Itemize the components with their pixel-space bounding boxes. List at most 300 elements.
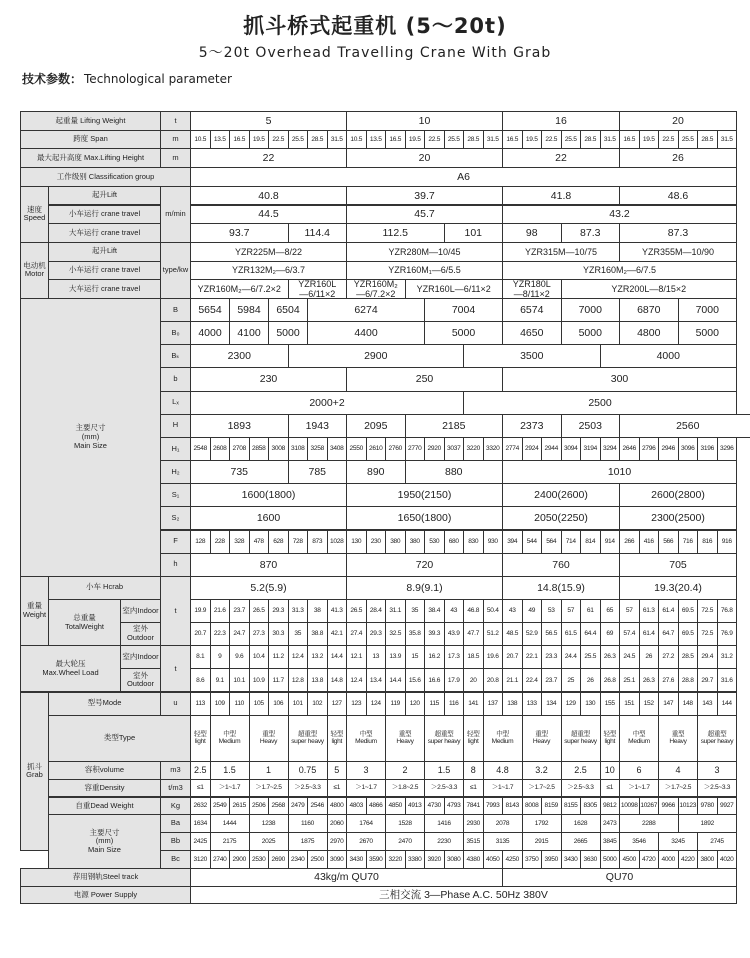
- value-cell: 10: [346, 111, 503, 131]
- value-cell: 2770: [405, 437, 426, 461]
- value-cell: 4000: [190, 321, 230, 345]
- value-cell: 69.5: [678, 622, 699, 646]
- value-cell: 1628: [561, 814, 601, 833]
- value-cell: 61.3: [639, 599, 660, 623]
- value-cell: 2632: [190, 797, 211, 816]
- value-cell: 6574: [502, 298, 562, 322]
- value-cell: 21.6: [210, 599, 231, 623]
- value-cell: 47.7: [463, 622, 484, 646]
- value-cell: 3194: [580, 437, 601, 461]
- value-cell: 2503: [561, 414, 621, 438]
- value-cell: 115: [424, 692, 445, 716]
- value-cell: 25: [561, 668, 582, 692]
- value-cell: 8.9(9.1): [346, 576, 503, 600]
- value-cell: 1160: [288, 814, 328, 833]
- value-cell: 23.7: [541, 668, 562, 692]
- value-cell: 564: [541, 530, 562, 554]
- value-cell: 123: [346, 692, 367, 716]
- unit-cell: m: [160, 148, 191, 168]
- value-cell: 1: [249, 761, 289, 780]
- value-cell: 12.4: [288, 645, 309, 669]
- value-cell: 3950: [541, 850, 562, 869]
- value-cell: 38: [307, 599, 328, 623]
- row-label: 起升Lift: [48, 242, 161, 262]
- value-cell: 2920: [424, 437, 445, 461]
- value-cell: 87.3: [561, 223, 621, 243]
- value-cell: 4500: [619, 850, 640, 869]
- value-cell: 3515: [463, 832, 484, 851]
- value-cell: 530: [424, 530, 445, 554]
- value-cell: 22: [190, 148, 347, 168]
- value-cell: 16.5: [502, 130, 523, 150]
- value-cell: 2665: [561, 832, 601, 851]
- value-cell: 816: [697, 530, 718, 554]
- value-cell: YZR280M—10/45: [346, 242, 503, 262]
- value-cell: 7993: [483, 797, 504, 816]
- value-cell: 3546: [619, 832, 659, 851]
- value-cell: 2340: [288, 850, 309, 869]
- value-cell: 716: [678, 530, 699, 554]
- value-cell: 43: [444, 599, 465, 623]
- value-cell: 2600(2800): [619, 483, 737, 507]
- value-cell: 735: [190, 460, 289, 484]
- value-cell: 478: [249, 530, 270, 554]
- value-cell: 12.8: [288, 668, 309, 692]
- value-cell: 13.4: [366, 668, 387, 692]
- symbol-cell: F: [160, 530, 191, 554]
- value-cell: 1792: [522, 814, 562, 833]
- value-cell: 19.5: [639, 130, 660, 150]
- value-cell: 61.4: [658, 599, 679, 623]
- value-cell: 10267: [639, 797, 660, 816]
- value-cell: 720: [346, 553, 503, 577]
- value-cell: 42.1: [327, 622, 348, 646]
- value-cell: 266: [619, 530, 640, 554]
- value-cell: 11.7: [268, 668, 289, 692]
- value-cell: 23.3: [541, 645, 562, 669]
- value-cell: 2548: [190, 437, 211, 461]
- row-label: 起升Lift: [48, 186, 161, 206]
- value-cell: 25.5: [580, 645, 601, 669]
- value-cell: 2470: [385, 832, 425, 851]
- value-cell: 2745: [697, 832, 737, 851]
- value-cell: 124: [366, 692, 387, 716]
- value-cell: 3080: [444, 850, 465, 869]
- row-label: 类型Type: [48, 715, 191, 762]
- value-cell: 17.3: [444, 645, 465, 669]
- value-cell: 52.9: [522, 622, 543, 646]
- value-cell: 14.4: [327, 645, 348, 669]
- symbol-cell: S₂: [160, 506, 191, 530]
- value-cell: 4913: [405, 797, 426, 816]
- value-cell: 39.3: [424, 622, 445, 646]
- value-cell: 22.5: [424, 130, 445, 150]
- symbol-cell: b: [160, 367, 191, 391]
- value-cell: YZR160M₂—6/7.2×2: [190, 279, 289, 299]
- value-cell: 3120: [190, 850, 211, 869]
- symbol-cell: H: [160, 414, 191, 438]
- value-cell: 3135: [483, 832, 523, 851]
- value-cell: 2500: [307, 850, 328, 869]
- value-cell: 3630: [580, 850, 601, 869]
- value-cell: ≤1: [600, 779, 621, 798]
- value-cell: 2944: [541, 437, 562, 461]
- value-cell: YZR200L—8/15×2: [561, 279, 738, 299]
- value-cell: 61: [580, 599, 601, 623]
- value-cell: 中型 Medium: [210, 715, 250, 762]
- value-cell: 2300(2500): [619, 506, 737, 530]
- value-cell: 28.4: [366, 599, 387, 623]
- value-cell: 870: [190, 553, 347, 577]
- value-cell: 130: [580, 692, 601, 716]
- value-cell: 25.5: [288, 130, 309, 150]
- value-cell: 1875: [288, 832, 328, 851]
- value-cell: 9812: [600, 797, 621, 816]
- value-cell: 30.3: [268, 622, 289, 646]
- value-cell: 16.5: [385, 130, 406, 150]
- value-cell: 8305: [580, 797, 601, 816]
- value-cell: 26.3: [639, 668, 660, 692]
- value-cell: 3800: [697, 850, 718, 869]
- value-cell: 119: [385, 692, 406, 716]
- value-cell: 20.7: [190, 622, 211, 646]
- value-cell: 3108: [288, 437, 309, 461]
- value-cell: 120: [405, 692, 426, 716]
- value-cell: 3008: [268, 437, 289, 461]
- value-cell: 4220: [678, 850, 699, 869]
- value-cell: 22.3: [210, 622, 231, 646]
- value-cell: 714: [561, 530, 582, 554]
- unit-cell: t/m3: [160, 779, 191, 798]
- value-cell: 2095: [346, 414, 406, 438]
- value-cell: 916: [717, 530, 738, 554]
- value-cell: ＞1~1.7: [210, 779, 250, 798]
- value-cell: 19.3(20.4): [619, 576, 737, 600]
- value-cell: 105: [249, 692, 270, 716]
- value-cell: 4850: [385, 797, 406, 816]
- value-cell: 48.5: [502, 622, 523, 646]
- value-cell: 2230: [424, 832, 464, 851]
- value-cell: ≤1: [463, 779, 484, 798]
- value-cell: 1600(1800): [190, 483, 347, 507]
- value-cell: 2546: [307, 797, 328, 816]
- value-cell: 76.9: [717, 622, 738, 646]
- value-cell: 14.4: [385, 668, 406, 692]
- value-cell: 2774: [502, 437, 523, 461]
- value-cell: 26: [580, 668, 601, 692]
- value-cell: 19.5: [405, 130, 426, 150]
- value-cell: 29.3: [268, 599, 289, 623]
- value-cell: 2050(2250): [502, 506, 620, 530]
- value-cell: 13.9: [385, 645, 406, 669]
- value-cell: 830: [463, 530, 484, 554]
- row-label: 主要尺寸 (mm) Main Size: [48, 814, 161, 868]
- value-cell: 31.5: [717, 130, 738, 150]
- value-cell: YZR355M—10/90: [619, 242, 737, 262]
- value-cell: 16.5: [619, 130, 640, 150]
- value-cell: 2530: [249, 850, 270, 869]
- value-cell: 93.7: [190, 223, 289, 243]
- value-cell: 28.5: [697, 130, 718, 150]
- value-cell: 3430: [346, 850, 367, 869]
- value-cell: ＞1~1.7: [619, 779, 659, 798]
- value-cell: 重型 Heavy: [658, 715, 698, 762]
- value-cell: 26.5: [249, 599, 270, 623]
- value-cell: 56.5: [541, 622, 562, 646]
- value-cell: 4020: [717, 850, 738, 869]
- value-cell: 2670: [346, 832, 386, 851]
- value-cell: 17.9: [444, 668, 465, 692]
- value-cell: 13: [366, 645, 387, 669]
- unit-cell: type/kw: [160, 242, 191, 299]
- value-cell: 137: [483, 692, 504, 716]
- value-cell: 4793: [444, 797, 465, 816]
- value-cell: 129: [561, 692, 582, 716]
- row-label: 工作级别 Classification group: [20, 167, 191, 187]
- value-cell: 重型 Heavy: [522, 715, 562, 762]
- value-cell: 15: [405, 645, 426, 669]
- value-cell: 16.6: [424, 668, 445, 692]
- value-cell: 7000: [678, 298, 738, 322]
- value-cell: 7000: [561, 298, 621, 322]
- value-cell: 87.3: [619, 223, 737, 243]
- unit-cell: t: [160, 111, 191, 131]
- row-label: 大车运行 crane travel: [48, 223, 161, 243]
- value-cell: 1600: [190, 506, 347, 530]
- value-cell: 128: [190, 530, 211, 554]
- value-cell: 26.3: [600, 645, 621, 669]
- value-cell: 2924: [522, 437, 543, 461]
- value-cell: 114.4: [288, 223, 348, 243]
- value-cell: 2549: [210, 797, 231, 816]
- value-cell: ≤1: [327, 779, 348, 798]
- value-cell: YZR132M₂—6/3.7: [190, 261, 347, 281]
- symbol-cell: H₁: [160, 437, 191, 461]
- group-label: 重量 Weight: [20, 576, 49, 647]
- value-cell: 49: [522, 599, 543, 623]
- value-cell: 1528: [385, 814, 425, 833]
- value-cell: 9.1: [210, 668, 231, 692]
- value-cell: 3294: [600, 437, 621, 461]
- value-cell: 1893: [190, 414, 289, 438]
- value-cell: 2400(2600): [502, 483, 620, 507]
- value-cell: 22.4: [522, 668, 543, 692]
- row-label: 跨度 Span: [20, 130, 161, 150]
- value-cell: 28.5: [678, 645, 699, 669]
- value-cell: 超重型 super heavy: [697, 715, 737, 762]
- symbol-cell: B₀: [160, 321, 191, 345]
- value-cell: 2796: [639, 437, 660, 461]
- value-cell: 76.8: [717, 599, 738, 623]
- value-cell: 3090: [327, 850, 348, 869]
- value-cell: 43: [502, 599, 523, 623]
- value-cell: YZR160M₂—6/7.5: [502, 261, 737, 281]
- value-cell: 1943: [288, 414, 348, 438]
- value-cell: ＞2.5~3.3: [697, 779, 737, 798]
- value-cell: 728: [288, 530, 309, 554]
- value-cell: 超重型 super heavy: [561, 715, 601, 762]
- value-cell: 101: [444, 223, 504, 243]
- value-cell: 4050: [483, 850, 504, 869]
- value-cell: 10.5: [190, 130, 211, 150]
- value-cell: 2025: [249, 832, 289, 851]
- group-label: 主要尺寸 (mm) Main Size: [20, 298, 161, 577]
- value-cell: 147: [658, 692, 679, 716]
- value-cell: 2506: [249, 797, 270, 816]
- value-cell: 中型 Medium: [483, 715, 523, 762]
- value-cell: 4800: [327, 797, 348, 816]
- value-cell: 3750: [522, 850, 543, 869]
- value-cell: 2.5: [561, 761, 601, 780]
- value-cell: 22: [502, 148, 620, 168]
- value-cell: 25.5: [561, 130, 582, 150]
- value-cell: 4730: [424, 797, 445, 816]
- value-cell: 28.5: [463, 130, 484, 150]
- value-cell: 3220: [463, 437, 484, 461]
- value-cell: A6: [190, 167, 737, 187]
- value-cell: 127: [327, 692, 348, 716]
- page-subtitle: 5～20t Overhead Travelling Crane With Grab: [198, 45, 552, 61]
- value-cell: 26.5: [346, 599, 367, 623]
- value-cell: 113: [190, 692, 211, 716]
- row-label: 总重量 TotalWeight: [48, 599, 121, 646]
- value-cell: 2568: [268, 797, 289, 816]
- unit-cell: t: [160, 576, 191, 647]
- value-cell: 2473: [600, 814, 621, 833]
- value-cell: 152: [639, 692, 660, 716]
- value-cell: 中型 Medium: [619, 715, 659, 762]
- value-cell: ＞2.5~3.3: [424, 779, 464, 798]
- value-cell: 680: [444, 530, 465, 554]
- value-cell: 69: [600, 622, 621, 646]
- value-cell: 29.3: [366, 622, 387, 646]
- row-label: 型号Mode: [48, 692, 161, 716]
- value-cell: ＞2.5~3.3: [288, 779, 328, 798]
- row-label: 小车 Hcrab: [48, 576, 161, 600]
- value-cell: 9: [210, 645, 231, 669]
- value-cell: 4100: [229, 321, 269, 345]
- value-cell: 43kg/m QU70: [190, 868, 503, 887]
- value-cell: 1950(2150): [346, 483, 503, 507]
- value-cell: YZR160M₁—6/5.5: [346, 261, 503, 281]
- value-cell: 40.8: [190, 186, 347, 206]
- value-cell: 31.2: [717, 645, 738, 669]
- value-cell: 4650: [502, 321, 562, 345]
- value-cell: 8008: [522, 797, 543, 816]
- value-cell: 39.7: [346, 186, 503, 206]
- section-heading-cn: 技术参数：: [22, 72, 83, 86]
- value-cell: 1238: [249, 814, 289, 833]
- value-cell: 2550: [346, 437, 367, 461]
- value-cell: 4866: [366, 797, 387, 816]
- value-cell: 134: [541, 692, 562, 716]
- symbol-cell: Lₓ: [160, 391, 191, 415]
- value-cell: 3380: [405, 850, 426, 869]
- value-cell: 22.5: [658, 130, 679, 150]
- value-cell: 133: [522, 692, 543, 716]
- value-cell: 3920: [424, 850, 445, 869]
- value-cell: 3037: [444, 437, 465, 461]
- value-cell: 31.1: [385, 599, 406, 623]
- value-cell: 0.75: [288, 761, 328, 780]
- value-cell: YZR225M—8/22: [190, 242, 347, 262]
- value-cell: 22.1: [522, 645, 543, 669]
- value-cell: YZR315M—10/75: [502, 242, 620, 262]
- row-label: 容重Density: [48, 779, 161, 798]
- value-cell: 26: [639, 645, 660, 669]
- value-cell: 4250: [502, 850, 523, 869]
- value-cell: 2300: [190, 344, 289, 368]
- unit-cell: m/min: [160, 186, 191, 243]
- value-cell: 4.8: [483, 761, 523, 780]
- value-cell: 20.8: [483, 668, 504, 692]
- value-cell: 2900: [288, 344, 465, 368]
- value-cell: 785: [288, 460, 348, 484]
- row-label: 荐用钢轨Steel track: [20, 868, 191, 887]
- value-cell: 930: [483, 530, 504, 554]
- value-cell: 53: [541, 599, 562, 623]
- value-cell: 1764: [346, 814, 386, 833]
- value-cell: 1010: [502, 460, 737, 484]
- section-heading: [22, 70, 232, 87]
- value-cell: 3: [697, 761, 737, 780]
- row-label: 室内Indoor: [120, 645, 161, 669]
- value-cell: 9780: [697, 797, 718, 816]
- row-label: 电源 Power Supply: [20, 886, 191, 905]
- value-cell: 10.1: [229, 668, 250, 692]
- value-cell: 21.1: [502, 668, 523, 692]
- value-cell: 8159: [541, 797, 562, 816]
- value-cell: 41.3: [327, 599, 348, 623]
- value-cell: 2608: [210, 437, 231, 461]
- value-cell: 3500: [463, 344, 601, 368]
- value-cell: 3320: [483, 437, 504, 461]
- value-cell: 8143: [502, 797, 523, 816]
- value-cell: 2610: [366, 437, 387, 461]
- value-cell: 20.7: [502, 645, 523, 669]
- value-cell: 2479: [288, 797, 309, 816]
- value-cell: 28.5: [307, 130, 328, 150]
- value-cell: 43.2: [502, 205, 737, 225]
- value-cell: 24.4: [561, 645, 582, 669]
- value-cell: 1.5: [424, 761, 464, 780]
- value-cell: 4720: [639, 850, 660, 869]
- value-cell: 1634: [190, 814, 211, 833]
- value-cell: 3590: [366, 850, 387, 869]
- group-label: 电动机 Motor: [20, 242, 49, 299]
- value-cell: 20: [619, 111, 737, 131]
- value-cell: 重型 Heavy: [385, 715, 425, 762]
- value-cell: 109: [210, 692, 231, 716]
- value-cell: 2760: [385, 437, 406, 461]
- value-cell: 25.5: [444, 130, 465, 150]
- symbol-cell: H₂: [160, 460, 191, 484]
- unit-cell: m: [160, 130, 191, 150]
- value-cell: 890: [346, 460, 406, 484]
- value-cell: 2185: [405, 414, 504, 438]
- value-cell: 29.7: [697, 668, 718, 692]
- value-cell: 50.4: [483, 599, 504, 623]
- value-cell: 2900: [229, 850, 250, 869]
- value-cell: 3096: [678, 437, 699, 461]
- value-cell: 5000: [424, 321, 503, 345]
- value-cell: 13.5: [366, 130, 387, 150]
- value-cell: 2560: [619, 414, 750, 438]
- value-cell: 35.8: [405, 622, 426, 646]
- value-cell: 超重型 super heavy: [288, 715, 328, 762]
- value-cell: 5.2(5.9): [190, 576, 347, 600]
- row-label: 自重Dead Weight: [48, 797, 161, 816]
